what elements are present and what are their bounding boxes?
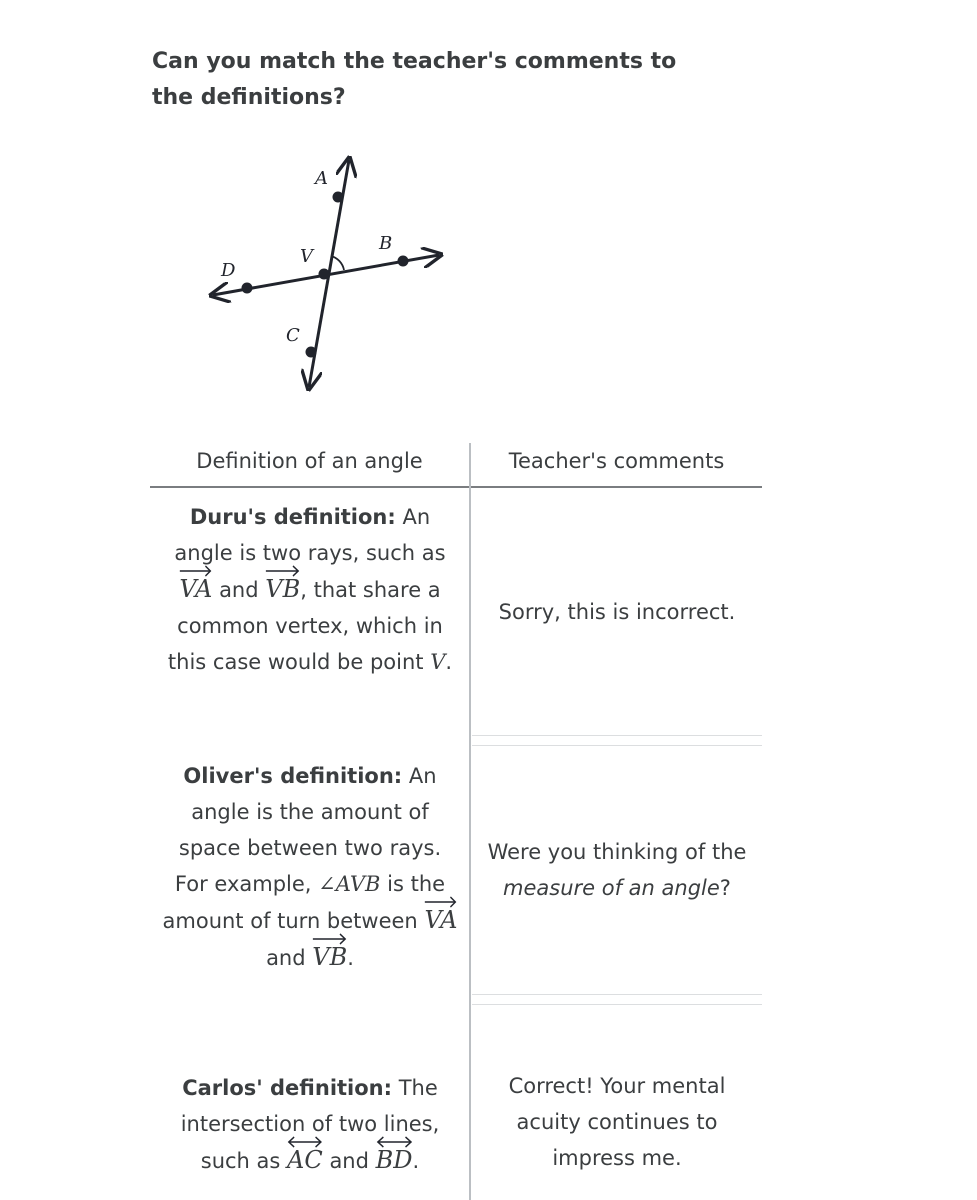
comment-text: Correct! Your mental acuity continues to impress me. — [508, 1073, 726, 1170]
ray-va: VA — [424, 902, 457, 932]
ray-va: VA — [179, 571, 212, 601]
header-definition: Definition of an angle — [196, 449, 423, 473]
header-comments: Teacher's comments — [508, 449, 725, 473]
definition-text: An angle is two rays, such as — [174, 505, 446, 565]
comment-text: Sorry, this is incorrect. — [498, 600, 736, 624]
definition-text: is the amount of turn between — [162, 872, 446, 933]
angle-avb: ∠AVB — [318, 872, 381, 896]
definition-author: Oliver's definition: — [183, 764, 403, 788]
period: . — [347, 946, 354, 970]
definition-duru — [162, 499, 458, 680]
question-heading: Can you match the teacher's comments to the definitions? — [152, 49, 677, 110]
comment-duru[interactable] — [472, 489, 762, 735]
comment-text: Were you thinking of the measure of an angle? — [487, 840, 747, 900]
label-c: C — [286, 325, 300, 346]
angle-figure — [200, 150, 460, 400]
row-rule — [472, 1004, 762, 1005]
row-rule — [472, 735, 762, 736]
label-b: B — [379, 233, 393, 254]
definition-text: An angle is the amount of space between two rays. For example, — [174, 764, 442, 896]
label-d: D — [221, 260, 236, 281]
definition-text: , that share a common vertex, which in this case would be point — [167, 578, 443, 674]
comment-oliver[interactable] — [472, 746, 762, 994]
point-v — [319, 269, 330, 280]
period: . — [412, 1149, 420, 1173]
conjunction: and — [219, 578, 259, 602]
label-v: V — [300, 246, 313, 267]
point-c — [306, 347, 317, 358]
point-d — [242, 283, 253, 294]
label-a: A — [315, 168, 328, 189]
period: . — [445, 650, 453, 674]
ray-vb: VB — [265, 571, 300, 601]
definition-author: Duru's definition: — [189, 505, 396, 529]
comment-carlos[interactable] — [472, 1043, 762, 1200]
line-bd-notation: BD — [376, 1142, 413, 1172]
definition-author: Carlos' definition: — [182, 1076, 393, 1100]
definition-oliver — [162, 758, 458, 976]
line-ac-notation: AC — [287, 1142, 323, 1172]
point-b — [398, 256, 409, 267]
conjunction: and — [266, 946, 306, 970]
comment-emphasis: measure of an angle — [503, 876, 720, 900]
point-a — [333, 192, 344, 203]
row-rule — [472, 994, 762, 995]
ray-vb: VB — [312, 939, 347, 969]
point-v-text: V — [430, 650, 446, 674]
column-divider — [469, 443, 471, 1200]
matching-table — [150, 443, 762, 1200]
definition-text: The intersection of two lines, such as — [180, 1076, 440, 1173]
header-rule — [150, 486, 762, 488]
definition-carlos — [162, 1070, 458, 1179]
intersecting-lines-diagram — [200, 150, 460, 400]
conjunction: and — [329, 1149, 369, 1173]
